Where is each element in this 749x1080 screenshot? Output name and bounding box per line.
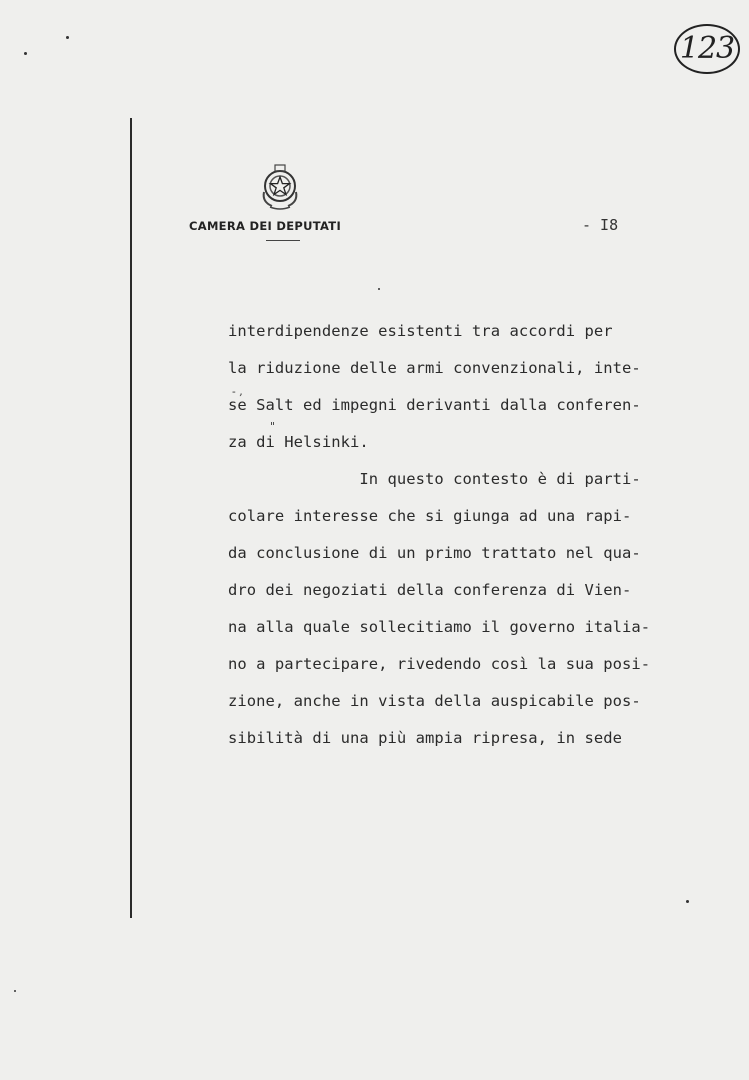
body-text-line: za di Helsinki. [228,433,369,451]
margin-rule [130,118,132,918]
body-text-line: colare interesse che si giunga ad una rapi- [228,507,632,525]
handwritten-mark: " [270,420,276,433]
scan-speck [378,288,380,290]
body-text-line: zione, anche in vista della auspicabile pos- [228,692,641,710]
handwritten-mark: - , [232,385,243,398]
scan-speck [24,52,27,55]
page-number: - I8 [582,216,619,234]
body-text-line: no a partecipare, rivedendo così la sua posi- [228,655,651,673]
body-text-line: interdipendenze esistenti tra accordi per [228,322,613,340]
handwritten-page-stamp: 123 [674,24,740,74]
body-text-line: dro dei negoziati della conferenza di Vien- [228,581,632,599]
body-text-line: da conclusione di un primo trattato nel qua- [228,544,641,562]
institution-title: CAMERA DEI DEPUTATI [189,219,342,233]
scan-speck [14,990,16,992]
scan-speck [66,36,69,39]
body-text-line: se Salt ed impegni derivanti dalla conferen- [228,396,641,414]
body-text-line: In questo contesto è di parti- [228,470,641,488]
header-underline [266,240,300,241]
republic-emblem-icon [258,162,302,212]
body-text-line: la riduzione delle armi convenzionali, inte- [228,359,641,377]
body-text-line: na alla quale sollecitiamo il governo italia- [228,618,651,636]
body-text-line: sibilità di una più ampia ripresa, in sede [228,729,623,747]
scan-speck [686,900,689,903]
